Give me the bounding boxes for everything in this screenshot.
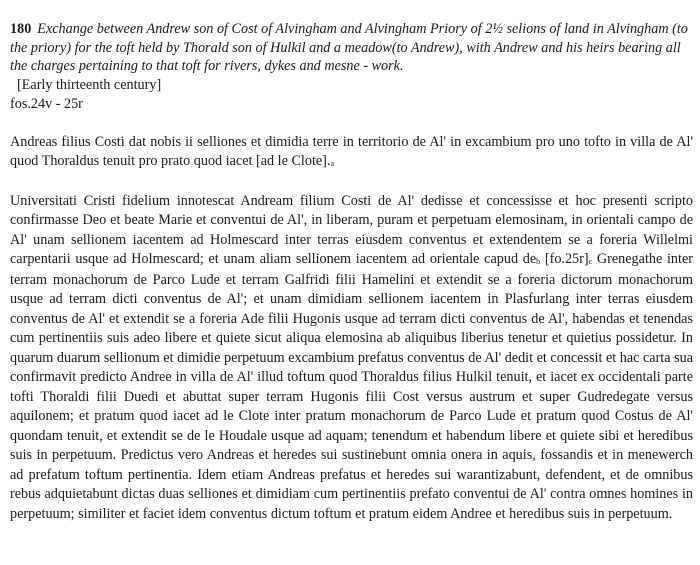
footnote-marker-c: c	[588, 257, 593, 266]
footnote-marker-b: b	[536, 257, 541, 266]
entry-folio: fos.24v - 25r	[10, 95, 83, 112]
charter-text	[10, 192, 693, 525]
entry-number: 180	[10, 21, 32, 37]
folio-reference: [fo.25r]	[544, 251, 589, 267]
summary-paragraph	[10, 133, 693, 173]
document-page	[10, 20, 693, 524]
entry-heading-text: Exchange between Andrew son of Cost of Alvingham and Alvingham Priory of 2½ selions of land in Alvingham (to the priory) for the toft held by Thorald son of Hulkil and a meadow(to Andrew), with Andrew and his heirs bearing all the charges pertaining to that toft for rivers, dykes and mesne - work.	[10, 21, 688, 74]
charter-part-1: Universitati Cristi fidelium innotescat Andream filium Costi de Al' dedisse et concessisse et hoc presenti scripto confirmasse Deo et beate Marie et conventui de Al', in liberam, puram et perpetuam elemosinam, in orientali campo de Al' unam sellionem iacentem ad Holmescard inter terras eiusdem conventus et extendentem se a foreria Willelmi carpentarii usque ad Holmescard; et unam aliam sellionem iacentem ad orientale capud de	[10, 192, 693, 267]
summary-text: Andreas filius Costi dat nobis ii selliones et dimidia terre in territorio de Al' in excambium pro uno tofto in villa de Al' quod Thoraldus tenuit pro prato quod iacet [ad le Clote].	[10, 133, 693, 169]
footnote-marker-a: a	[330, 159, 335, 168]
entry-heading	[10, 20, 693, 76]
charter-part-2: Grenegathe inter terram monachorum de Parco Lude et terram Galfridi filii Hamelini et extendit se a foreria dictorum monachorum usque ad terram dicti conventus de Al'; et unam dimidiam sellionem iacentem in Plasfurlang inter terras eiusdem conventus de Al' et extendit se a foreria Ade filii Hugonis usque ad terram dicti conventus de Al', habendas et tenendas cum pertinentiis suis adeo libere et quiete sicut aliqua elemosina ab aliquibus liberius tenetur et quietius possidetur. In quarum duarum sellionum et dimidie perpetuum excambium prefatus conventus de Al' dedit et concessit et hac carta sua confirmavit predicto Andree in villa de Al' illud toftum quod Thoraldus filius Hulkil tenuit, et iacet ex occidentali parte tofti Thoraldi filii Duedi et abuttat super terram Hugonis filii Cost versus austrum et super Gudredegate versus aquilonem; et pratum quod iacet ad le Clote inter pratum monachorum de Parco Lude et pratum quod Costus de Al' quondam tenuit, et extendit se de le Houdale usque ad aquam; tenendum et habendum libere et quiete sibi et heredibus suis in perpetuum. Predictus vero Andreas et heredes sui sustinebunt omnia onera in aquis, fossandis et in menewerch ad prefatum toftum pertinentia. Idem etiam Andreas prefatus et heredes sui warantizabunt, defendent, et de omnibus rebus adquietabunt dictas duas selliones et dimidiam cum pertinentiis prefato conventui de Al' contra omnes homines in perpetuum; similiter et faciet idem conventus dictum toftum et pratum eidem Andree et heredibus suis in perpetuum.	[10, 251, 693, 522]
entry-date: [Early thirteenth century]	[17, 76, 162, 93]
